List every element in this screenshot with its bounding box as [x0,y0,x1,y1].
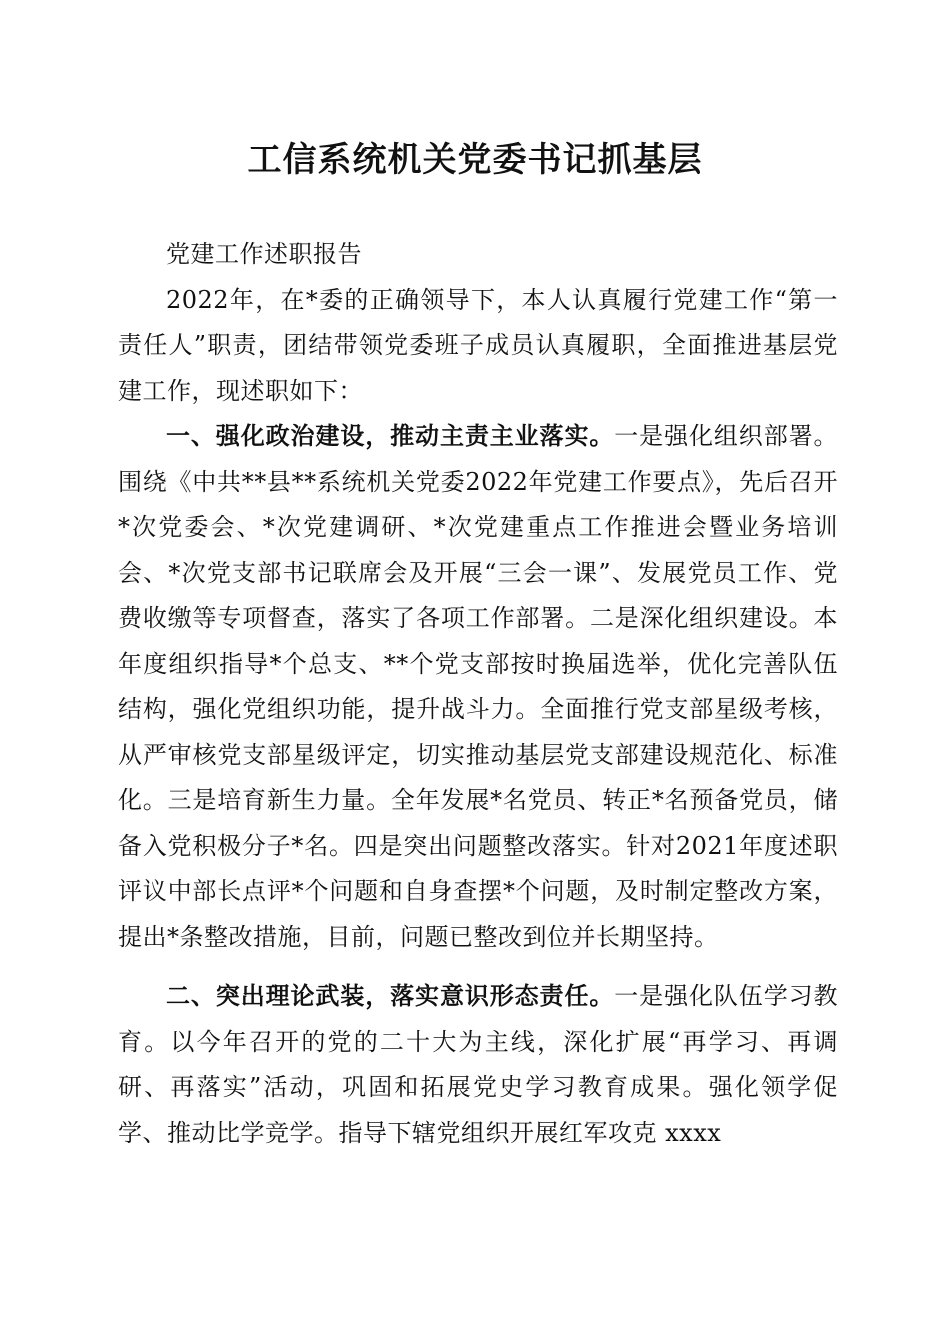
section-1-paragraph [118,414,838,960]
document-title: 工信系统机关党委书记抓基层 [247,140,703,180]
document-subtitle: 党建工作述职报告 [166,240,362,268]
section-1-heading: 一、强化政治建设，推动主责主业落实。 [166,422,615,450]
document-body [118,232,838,1156]
section-2-text: 一是强化队伍学习教育。以今年召开的党的二十大为主线，深化扩展“再学习、再调研、再落实”活动，巩固和拓展党史学习教育成果。强化领学促学、推动比学竞学。指导下辖党组织开展红军攻克 xxxx [118,982,839,1147]
section-2-paragraph [118,974,838,1156]
section-1-text: 一是强化组织部署。围绕《中共**县**系统机关党委2022年党建工作要点》，先后召开*次党委会、*次党建调研、*次党建重点工作推进会暨业务培训会、*次党支部书记联席会及开展“三会一课”、发展党员工作、党费收缴等专项督查，落实了各项工作部署。二是深化组织建设。本年度组织指导*个总支、**个党支部按时换届选举，优化完善队伍结构，强化党组织功能，提升战斗力。全面推行党支部星级考核，从严审核党支部星级评定，切实推动基层党支部建设规范化、标准化。三是培育新生力量。全年发展*名党员、转正*名预备党员，储备入党积极分子*名。四是突出问题整改落实。针对2021年度述职评议中部长点评*个问题和自身查摆*个问题，及时制定整改方案，提出*条整改措施，目前，问题已整改到位并长期坚持。 [118,422,839,951]
section-2-heading: 二、突出理论武装，落实意识形态责任。 [166,982,615,1010]
intro-paragraph: 2022年，在*委的正确领导下，本人认真履行党建工作“第一责任人”职责，团结带领党委班子成员认真履职，全面推进基层党建工作，现述职如下： [118,285,838,405]
